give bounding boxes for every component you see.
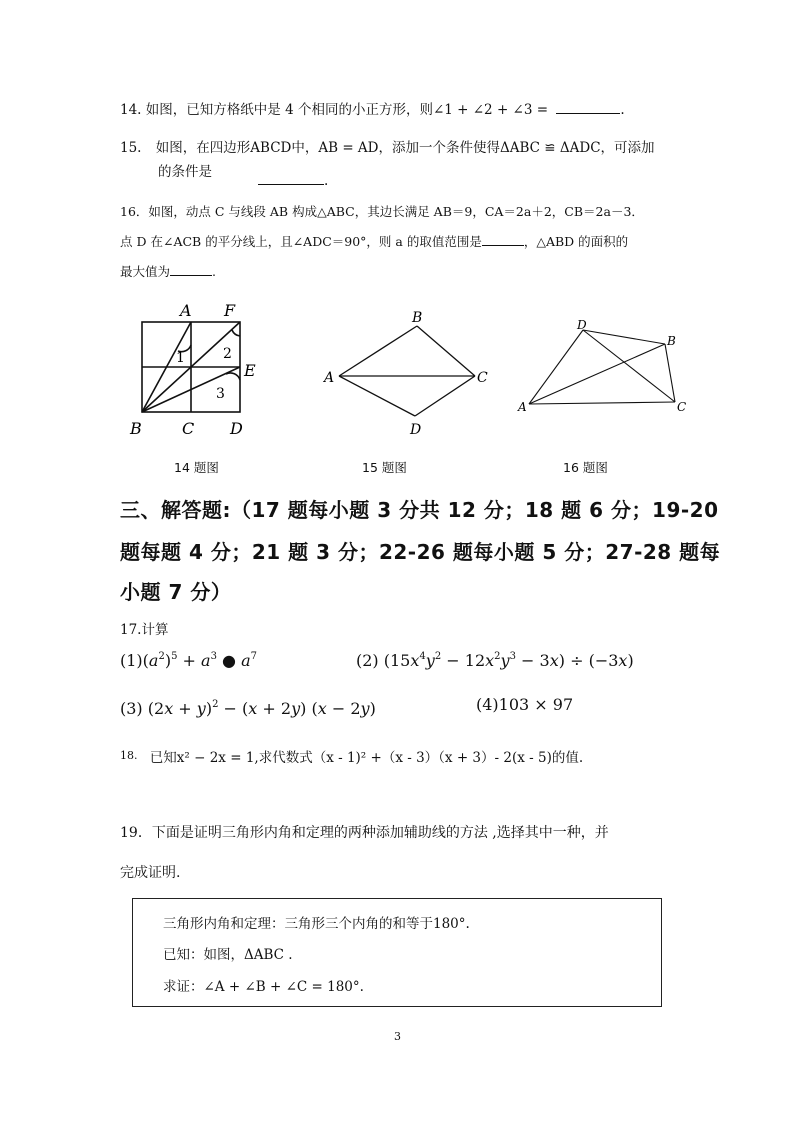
theorem-prove: 求证：∠A + ∠B + ∠C = 180°. [163,979,364,995]
q16-line2a: 点 D 在∠ACB 的平分线上，且∠ADC＝90°，则 a 的取值范围是 [120,234,482,249]
f16-label-D: D [577,318,587,332]
f15-caption: 15 题图 [362,460,407,475]
f14-label-A: A [180,301,192,320]
q17-part1-label: (1) [120,651,143,670]
f14-label-C: C [182,419,195,438]
f14-caption: 14 题图 [174,460,219,475]
f15-label-A: A [324,370,335,386]
q19-line1: 19．下面是证明三角形内角和定理的两种添加辅助线的方法 ,选择其中一种，并 [120,825,609,841]
q14-text: 如图，已知方格纸中是 4 个相同的小正方形，则∠1 + ∠2 + ∠3 = [145,102,549,118]
f16-side-AD [529,330,583,404]
q17-part3-label: (3) [120,699,143,718]
q16-line3: 最大值为 [120,264,171,279]
q15-line2: 的条件是 [158,164,212,180]
f16-side-AC [529,402,675,404]
q14-number: 14. [120,102,142,118]
q17-part1: $(1)(a^2)^5 + a^3$ ● $a^7$ [120,651,258,670]
f14-label-B: B [130,419,142,438]
f15-label-B: B [412,310,423,326]
section3-heading-line2: 题每题 4 分；21 题 3 分；22-26 题每小题 5 分；27-28 题每 [120,540,721,564]
q17-part2: (2) $(15x^4y^2 - 12x^2y^3 - 3x) \div (-3x)$ [356,651,634,670]
q17-part4-expr: 103 × 97 [498,695,574,714]
q17-part2-label: (2) [356,651,379,670]
q15-answer-row [258,170,328,189]
figure-15 [318,304,498,440]
f16-side-AB [529,344,665,404]
q15-answer-blank[interactable] [258,170,324,185]
q16-line2b: ，△ABD 的面积的 [523,234,629,249]
question-15 [120,136,655,156]
f14-angle-2-arc [232,330,240,336]
q14-end: . [620,102,625,118]
q16-max-blank[interactable] [170,263,212,276]
f14-label-E: E [244,361,256,380]
f14-label-1: 1 [176,350,185,366]
q16-line1: 16．如图，动点 C 与线段 AB 构成△ABC，其边长满足 AB＝9，CA＝2a＋2，CB＝2a－3． [120,204,644,219]
f16-label-C: C [677,400,687,414]
theorem-statement: 三角形内角和定理：三角形三个内角的和等于180°. [163,916,470,932]
figure-14 [120,296,270,441]
q16-range-blank[interactable] [482,233,524,246]
figure-16 [510,318,700,422]
f16-label-A: A [518,400,527,414]
f14-angle-3-arc [226,373,240,380]
q14-answer-blank[interactable] [556,99,620,114]
q17-title: 17.计算 [120,622,169,638]
q19-line2: 完成证明. [120,865,181,881]
f16-caption: 16 题图 [563,460,608,475]
theorem-box [132,898,662,1007]
f15-side-AB [339,326,417,376]
page-number: 3 [394,1030,401,1043]
q16-end: . [212,264,216,279]
f16-side-BC [665,344,675,402]
question-14 [120,98,625,118]
section3-heading-line1: 三、解答题:（17 题每小题 3 分共 12 分；18 题 6 分；19-20 [120,498,719,522]
f15-label-D: D [410,422,422,438]
q18-number: 18. [120,749,138,762]
q17-part4 [476,695,573,714]
question-18 [120,746,583,766]
q15-number: 15. [120,140,142,156]
f15-label-C: C [477,370,488,386]
f15-side-BC [417,326,475,376]
q15-line1: 如图，在四边形ABCD中，AB = AD，添加一个条件使得ΔABC ≌ ΔADC，可添加 [155,140,655,156]
theorem-given: 已知：如图，ΔABC . [163,947,293,963]
f14-label-2: 2 [223,346,232,362]
f14-label-3: 3 [216,386,225,402]
q15-line2-row [158,160,212,180]
section3-heading-line3: 小题 7 分） [120,580,232,604]
f15-side-DA [339,376,415,416]
f16-side-DB [583,330,665,344]
f14-label-F: F [224,301,236,320]
f15-side-CD [415,376,475,416]
f16-label-B: B [667,334,676,348]
f14-label-D: D [230,419,243,438]
q15-end: . [324,173,329,189]
f16-side-DC [583,330,675,402]
q16-line3-row [120,262,216,280]
q17-part4-label: (4) [476,695,499,714]
q17-part3: (3) $(2x + y)^2 - (x + 2y)$ (x − 2y) [120,699,376,718]
q18-text: 已知x² − 2x = 1,求代数式（x - 1)² +（x - 3）（x + 3）- 2(x - 5)的值. [149,750,584,766]
q16-line2-row [120,232,628,250]
